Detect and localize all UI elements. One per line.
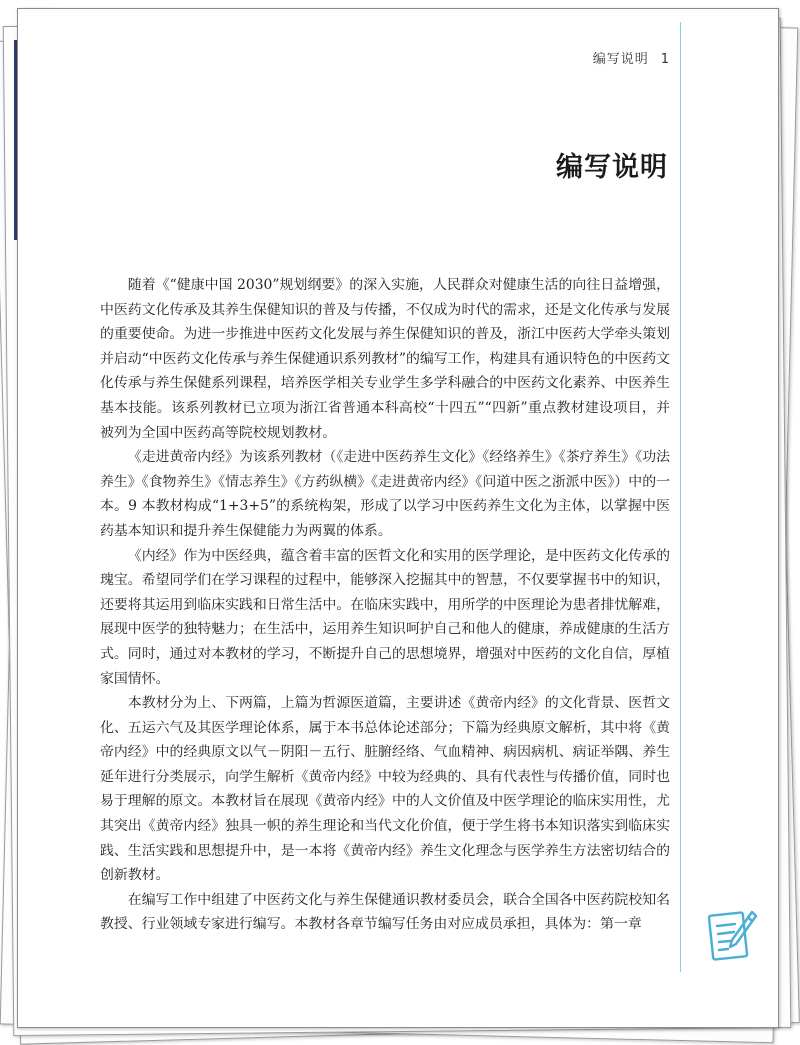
paragraph: 《走进黄帝内经》为该系列教材（《走进中医药养生文化》《经络养生》《茶疗养生》《功法养生》《食物养生》《情志养生》《方药纵横》《走进黄帝内经》《问道中医之浙派中医》）中的一本。9 本教材构成“1+3+5”的系统构架，形成了以学习中医药养生文化为主体，以掌握中医药基本知识和提升养生保健能力为两翼的体系。 — [100, 449, 670, 539]
paragraph: 本教材分为上、下两篇，上篇为哲源医道篇，主要讲述《黄帝内经》的文化背景、医哲文化、五运六气及其医学理论体系，属于本书总体论述部分；下篇为经典原文解析，其中将《黄帝内经》中的经典原文以气－阴阳－五行、脏腑经络、气血精神、病因病机、病证举隅、养生延年进行分类展示，向学生解析《黄帝内经》中较为经典的、具有代表性与传播价值，同时也易于理解的原文。本教材旨在展现《黄帝内经》中的人文价值及中医学理论的临床实用性，尤其突出《黄帝内经》独具一帜的养生理论和当代文化价值，便于学生将书本知识落实到临床实践、生活实践和思想提升中，是一本将《黄帝内经》养生文化理念与医学养生方法密切结合的创新教材。 — [100, 695, 670, 884]
note-pencil-icon — [708, 904, 758, 962]
paragraph: 在编写工作中组建了中医药文化与养生保健通识教材委员会，联合全国各中医药院校知名教授、行业领域专家进行编写。本教材各章节编写任务由对应成员承担，具体为：第一章 — [100, 891, 670, 933]
page-number: 1 — [660, 52, 670, 67]
paragraph: 《内经》作为中医经典，蕴含着丰富的医哲文化和实用的医学理论，是中医药文化传承的瑰宝。希望同学们在学习课程的过程中，能够深入挖掘其中的智慧，不仅要掌握书中的知识，还要将其运用到临床实践和日常生活中。在临床实践中，用所学的中医理论为患者排忧解难，展现中医学的独特魅力；在生活中，运用养生知识呵护自己和他人的健康，养成健康的生活方式。同时，通过对本教材的学习，不断提升自己的思想境界，增强对中医药的文化自信，厚植家国情怀。 — [100, 547, 670, 687]
running-header — [593, 48, 670, 67]
page-title: 编写说明 — [556, 152, 668, 183]
margin-rule — [680, 22, 681, 972]
paragraph: 随着《“健康中国 2030”规划纲要》的深入实施，人民群众对健康生活的向往日益增强，中医药文化传承及其养生保健知识的普及与传播，不仅成为时代的需求，还是文化传承与发展的重要使命。为进一步推进中医药文化发展与养生保健知识的普及，浙江中医药大学牵头策划并启动“中医药文化传承与养生保健通识系列教材”的编写工作，构建具有通识特色的中医药文化传承与养生保健系列课程，培养医学相关专业学生多学科融合的中医药文化素养、中医养生基本技能。该系列教材已立项为浙江省普通本科高校“十四五”“四新”重点教材建设项目，并被列为全国中医药高等院校规划教材。 — [100, 277, 670, 441]
body-text — [100, 273, 670, 937]
running-title: 编写说明 — [592, 52, 649, 67]
